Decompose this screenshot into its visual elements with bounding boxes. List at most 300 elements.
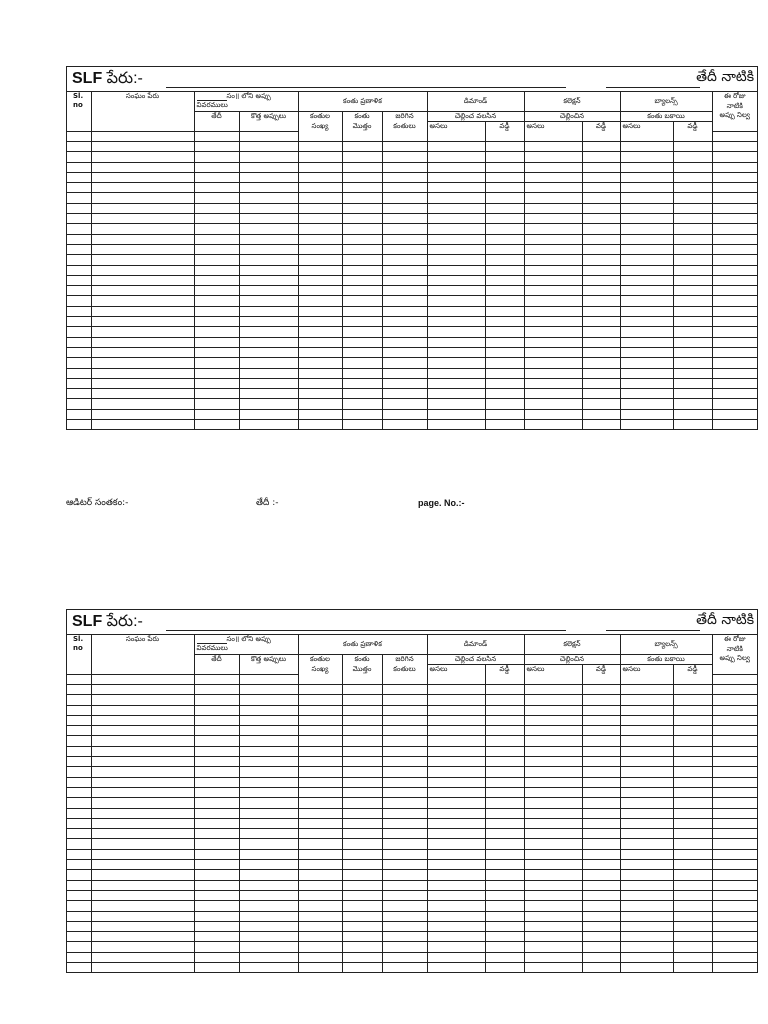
entry-cell[interactable] <box>673 420 712 430</box>
entry-cell[interactable] <box>427 705 485 715</box>
entry-cell[interactable] <box>342 870 382 880</box>
entry-cell[interactable] <box>485 172 524 182</box>
entry-cell[interactable] <box>524 286 582 296</box>
entry-cell[interactable] <box>382 244 427 254</box>
entry-cell[interactable] <box>673 255 712 265</box>
entry-cell[interactable] <box>673 306 712 316</box>
entry-cell[interactable] <box>620 963 673 973</box>
entry-cell[interactable] <box>673 952 712 962</box>
entry-cell[interactable] <box>673 870 712 880</box>
entry-cell[interactable] <box>712 767 757 777</box>
entry-cell[interactable] <box>712 172 757 182</box>
entry-cell[interactable] <box>712 399 757 409</box>
entry-cell[interactable] <box>382 296 427 306</box>
entry-cell[interactable] <box>298 870 342 880</box>
entry-cell[interactable] <box>524 715 582 725</box>
entry-cell[interactable] <box>342 224 382 234</box>
entry-cell[interactable] <box>194 963 239 973</box>
entry-cell[interactable] <box>91 378 194 388</box>
entry-cell[interactable] <box>67 327 91 337</box>
entry-cell[interactable] <box>712 726 757 736</box>
entry-cell[interactable] <box>524 234 582 244</box>
entry-cell[interactable] <box>67 921 91 931</box>
entry-cell[interactable] <box>298 347 342 357</box>
entry-cell[interactable] <box>673 767 712 777</box>
entry-cell[interactable] <box>712 409 757 419</box>
entry-cell[interactable] <box>427 952 485 962</box>
entry-cell[interactable] <box>91 890 194 900</box>
entry-cell[interactable] <box>298 358 342 368</box>
entry-cell[interactable] <box>524 131 582 141</box>
entry-cell[interactable] <box>620 265 673 275</box>
entry-cell[interactable] <box>298 244 342 254</box>
entry-cell[interactable] <box>485 265 524 275</box>
entry-cell[interactable] <box>298 746 342 756</box>
entry-cell[interactable] <box>673 695 712 705</box>
entry-cell[interactable] <box>67 767 91 777</box>
entry-cell[interactable] <box>298 152 342 162</box>
entry-cell[interactable] <box>427 921 485 931</box>
entry-cell[interactable] <box>342 767 382 777</box>
entry-cell[interactable] <box>194 839 239 849</box>
entry-cell[interactable] <box>620 818 673 828</box>
entry-cell[interactable] <box>91 705 194 715</box>
entry-cell[interactable] <box>582 131 620 141</box>
entry-cell[interactable] <box>485 787 524 797</box>
entry-cell[interactable] <box>382 327 427 337</box>
entry-cell[interactable] <box>91 347 194 357</box>
entry-cell[interactable] <box>582 715 620 725</box>
entry-cell[interactable] <box>239 932 298 942</box>
entry-cell[interactable] <box>673 337 712 347</box>
entry-cell[interactable] <box>427 172 485 182</box>
entry-cell[interactable] <box>485 932 524 942</box>
entry-cell[interactable] <box>712 695 757 705</box>
entry-cell[interactable] <box>382 162 427 172</box>
entry-cell[interactable] <box>673 327 712 337</box>
entry-cell[interactable] <box>382 172 427 182</box>
entry-cell[interactable] <box>485 746 524 756</box>
entry-cell[interactable] <box>239 798 298 808</box>
entry-cell[interactable] <box>485 860 524 870</box>
entry-cell[interactable] <box>582 193 620 203</box>
entry-cell[interactable] <box>427 839 485 849</box>
entry-cell[interactable] <box>91 255 194 265</box>
entry-cell[interactable] <box>620 921 673 931</box>
entry-cell[interactable] <box>342 286 382 296</box>
entry-cell[interactable] <box>712 378 757 388</box>
entry-cell[interactable] <box>342 141 382 151</box>
entry-cell[interactable] <box>673 808 712 818</box>
entry-cell[interactable] <box>91 880 194 890</box>
entry-cell[interactable] <box>524 399 582 409</box>
entry-cell[interactable] <box>67 963 91 973</box>
entry-cell[interactable] <box>67 674 91 684</box>
entry-cell[interactable] <box>620 389 673 399</box>
entry-cell[interactable] <box>524 255 582 265</box>
entry-cell[interactable] <box>239 347 298 357</box>
entry-cell[interactable] <box>194 674 239 684</box>
entry-cell[interactable] <box>382 152 427 162</box>
entry-cell[interactable] <box>485 378 524 388</box>
entry-cell[interactable] <box>239 244 298 254</box>
entry-cell[interactable] <box>67 224 91 234</box>
entry-cell[interactable] <box>620 767 673 777</box>
entry-cell[interactable] <box>712 932 757 942</box>
entry-cell[interactable] <box>91 777 194 787</box>
entry-cell[interactable] <box>582 695 620 705</box>
entry-cell[interactable] <box>342 399 382 409</box>
entry-cell[interactable] <box>620 327 673 337</box>
entry-cell[interactable] <box>712 777 757 787</box>
entry-cell[interactable] <box>194 942 239 952</box>
entry-cell[interactable] <box>298 389 342 399</box>
entry-cell[interactable] <box>239 705 298 715</box>
entry-cell[interactable] <box>485 818 524 828</box>
entry-cell[interactable] <box>194 860 239 870</box>
entry-cell[interactable] <box>427 255 485 265</box>
entry-cell[interactable] <box>298 399 342 409</box>
entry-cell[interactable] <box>620 183 673 193</box>
entry-cell[interactable] <box>673 787 712 797</box>
entry-cell[interactable] <box>91 306 194 316</box>
entry-cell[interactable] <box>524 860 582 870</box>
entry-cell[interactable] <box>673 942 712 952</box>
entry-cell[interactable] <box>239 296 298 306</box>
entry-cell[interactable] <box>620 777 673 787</box>
entry-cell[interactable] <box>91 870 194 880</box>
entry-cell[interactable] <box>382 378 427 388</box>
entry-cell[interactable] <box>91 399 194 409</box>
entry-cell[interactable] <box>382 870 427 880</box>
entry-cell[interactable] <box>298 420 342 430</box>
entry-cell[interactable] <box>582 880 620 890</box>
entry-cell[interactable] <box>67 358 91 368</box>
entry-cell[interactable] <box>91 224 194 234</box>
entry-cell[interactable] <box>342 152 382 162</box>
entry-cell[interactable] <box>427 829 485 839</box>
entry-cell[interactable] <box>582 327 620 337</box>
entry-cell[interactable] <box>427 337 485 347</box>
entry-cell[interactable] <box>342 746 382 756</box>
entry-cell[interactable] <box>298 921 342 931</box>
entry-cell[interactable] <box>524 870 582 880</box>
entry-cell[interactable] <box>67 798 91 808</box>
entry-cell[interactable] <box>427 963 485 973</box>
entry-cell[interactable] <box>712 203 757 213</box>
entry-cell[interactable] <box>427 183 485 193</box>
entry-cell[interactable] <box>298 932 342 942</box>
entry-cell[interactable] <box>298 808 342 818</box>
entry-cell[interactable] <box>524 839 582 849</box>
entry-cell[interactable] <box>91 317 194 327</box>
entry-cell[interactable] <box>712 757 757 767</box>
entry-cell[interactable] <box>673 224 712 234</box>
entry-cell[interactable] <box>582 808 620 818</box>
entry-cell[interactable] <box>485 306 524 316</box>
entry-cell[interactable] <box>239 684 298 694</box>
entry-cell[interactable] <box>239 399 298 409</box>
entry-cell[interactable] <box>194 767 239 777</box>
entry-cell[interactable] <box>239 829 298 839</box>
entry-cell[interactable] <box>298 963 342 973</box>
entry-cell[interactable] <box>382 890 427 900</box>
entry-cell[interactable] <box>673 705 712 715</box>
entry-cell[interactable] <box>582 963 620 973</box>
entry-cell[interactable] <box>485 141 524 151</box>
entry-cell[interactable] <box>485 152 524 162</box>
entry-cell[interactable] <box>485 347 524 357</box>
entry-cell[interactable] <box>582 162 620 172</box>
entry-cell[interactable] <box>620 358 673 368</box>
entry-cell[interactable] <box>342 203 382 213</box>
entry-cell[interactable] <box>194 409 239 419</box>
entry-cell[interactable] <box>524 183 582 193</box>
entry-cell[interactable] <box>67 726 91 736</box>
entry-cell[interactable] <box>67 777 91 787</box>
entry-cell[interactable] <box>239 726 298 736</box>
entry-cell[interactable] <box>673 203 712 213</box>
entry-cell[interactable] <box>485 234 524 244</box>
entry-cell[interactable] <box>239 224 298 234</box>
entry-cell[interactable] <box>524 358 582 368</box>
entry-cell[interactable] <box>712 684 757 694</box>
entry-cell[interactable] <box>239 757 298 767</box>
entry-cell[interactable] <box>194 695 239 705</box>
entry-cell[interactable] <box>194 317 239 327</box>
entry-cell[interactable] <box>91 921 194 931</box>
entry-cell[interactable] <box>712 839 757 849</box>
entry-cell[interactable] <box>620 746 673 756</box>
entry-cell[interactable] <box>382 829 427 839</box>
entry-cell[interactable] <box>298 890 342 900</box>
entry-cell[interactable] <box>673 849 712 859</box>
entry-cell[interactable] <box>239 327 298 337</box>
entry-cell[interactable] <box>342 942 382 952</box>
entry-cell[interactable] <box>582 932 620 942</box>
entry-cell[interactable] <box>67 705 91 715</box>
entry-cell[interactable] <box>342 860 382 870</box>
entry-cell[interactable] <box>91 193 194 203</box>
date-blank-line[interactable] <box>606 630 700 631</box>
entry-cell[interactable] <box>91 286 194 296</box>
entry-cell[interactable] <box>342 172 382 182</box>
entry-cell[interactable] <box>194 234 239 244</box>
entry-cell[interactable] <box>342 849 382 859</box>
entry-cell[interactable] <box>582 389 620 399</box>
entry-cell[interactable] <box>91 839 194 849</box>
entry-cell[interactable] <box>91 141 194 151</box>
entry-cell[interactable] <box>382 214 427 224</box>
entry-cell[interactable] <box>239 890 298 900</box>
entry-cell[interactable] <box>382 399 427 409</box>
entry-cell[interactable] <box>67 695 91 705</box>
entry-cell[interactable] <box>582 921 620 931</box>
entry-cell[interactable] <box>67 839 91 849</box>
entry-cell[interactable] <box>67 203 91 213</box>
entry-cell[interactable] <box>239 193 298 203</box>
entry-cell[interactable] <box>712 265 757 275</box>
entry-cell[interactable] <box>485 684 524 694</box>
entry-cell[interactable] <box>485 420 524 430</box>
entry-cell[interactable] <box>91 963 194 973</box>
entry-cell[interactable] <box>673 798 712 808</box>
entry-cell[interactable] <box>382 409 427 419</box>
entry-cell[interactable] <box>485 244 524 254</box>
entry-cell[interactable] <box>298 880 342 890</box>
entry-cell[interactable] <box>620 757 673 767</box>
entry-cell[interactable] <box>673 275 712 285</box>
entry-cell[interactable] <box>194 214 239 224</box>
entry-cell[interactable] <box>194 131 239 141</box>
entry-cell[interactable] <box>485 726 524 736</box>
entry-cell[interactable] <box>91 183 194 193</box>
entry-cell[interactable] <box>620 684 673 694</box>
entry-cell[interactable] <box>485 286 524 296</box>
entry-cell[interactable] <box>298 409 342 419</box>
entry-cell[interactable] <box>427 317 485 327</box>
entry-cell[interactable] <box>673 932 712 942</box>
entry-cell[interactable] <box>582 890 620 900</box>
entry-cell[interactable] <box>91 327 194 337</box>
entry-cell[interactable] <box>620 203 673 213</box>
entry-cell[interactable] <box>427 849 485 859</box>
entry-cell[interactable] <box>582 829 620 839</box>
entry-cell[interactable] <box>194 849 239 859</box>
entry-cell[interactable] <box>485 849 524 859</box>
entry-cell[interactable] <box>524 787 582 797</box>
entry-cell[interactable] <box>382 131 427 141</box>
entry-cell[interactable] <box>582 901 620 911</box>
entry-cell[interactable] <box>427 746 485 756</box>
entry-cell[interactable] <box>485 911 524 921</box>
entry-cell[interactable] <box>382 224 427 234</box>
entry-cell[interactable] <box>239 870 298 880</box>
entry-cell[interactable] <box>712 829 757 839</box>
entry-cell[interactable] <box>342 337 382 347</box>
entry-cell[interactable] <box>298 818 342 828</box>
entry-cell[interactable] <box>582 787 620 797</box>
entry-cell[interactable] <box>673 162 712 172</box>
entry-cell[interactable] <box>712 818 757 828</box>
entry-cell[interactable] <box>67 244 91 254</box>
entry-cell[interactable] <box>712 275 757 285</box>
entry-cell[interactable] <box>239 152 298 162</box>
entry-cell[interactable] <box>485 890 524 900</box>
entry-cell[interactable] <box>239 849 298 859</box>
entry-cell[interactable] <box>194 172 239 182</box>
entry-cell[interactable] <box>524 368 582 378</box>
entry-cell[interactable] <box>342 275 382 285</box>
entry-cell[interactable] <box>298 224 342 234</box>
entry-cell[interactable] <box>582 244 620 254</box>
entry-cell[interactable] <box>342 777 382 787</box>
entry-cell[interactable] <box>485 399 524 409</box>
entry-cell[interactable] <box>582 726 620 736</box>
entry-cell[interactable] <box>524 275 582 285</box>
entry-cell[interactable] <box>298 214 342 224</box>
entry-cell[interactable] <box>582 849 620 859</box>
entry-cell[interactable] <box>673 286 712 296</box>
entry-cell[interactable] <box>298 715 342 725</box>
entry-cell[interactable] <box>342 674 382 684</box>
entry-cell[interactable] <box>582 839 620 849</box>
entry-cell[interactable] <box>67 141 91 151</box>
entry-cell[interactable] <box>194 306 239 316</box>
entry-cell[interactable] <box>620 255 673 265</box>
entry-cell[interactable] <box>712 347 757 357</box>
entry-cell[interactable] <box>673 890 712 900</box>
entry-cell[interactable] <box>712 286 757 296</box>
entry-cell[interactable] <box>194 798 239 808</box>
entry-cell[interactable] <box>239 275 298 285</box>
entry-cell[interactable] <box>582 777 620 787</box>
entry-cell[interactable] <box>485 963 524 973</box>
entry-cell[interactable] <box>239 203 298 213</box>
entry-cell[interactable] <box>298 839 342 849</box>
entry-cell[interactable] <box>620 829 673 839</box>
entry-cell[interactable] <box>620 337 673 347</box>
entry-cell[interactable] <box>524 757 582 767</box>
entry-cell[interactable] <box>239 255 298 265</box>
entry-cell[interactable] <box>342 183 382 193</box>
entry-cell[interactable] <box>194 901 239 911</box>
entry-cell[interactable] <box>673 296 712 306</box>
entry-cell[interactable] <box>67 368 91 378</box>
entry-cell[interactable] <box>582 736 620 746</box>
entry-cell[interactable] <box>67 736 91 746</box>
entry-cell[interactable] <box>524 911 582 921</box>
entry-cell[interactable] <box>239 808 298 818</box>
entry-cell[interactable] <box>239 860 298 870</box>
entry-cell[interactable] <box>194 203 239 213</box>
entry-cell[interactable] <box>194 932 239 942</box>
entry-cell[interactable] <box>298 234 342 244</box>
entry-cell[interactable] <box>620 726 673 736</box>
entry-cell[interactable] <box>485 358 524 368</box>
entry-cell[interactable] <box>382 911 427 921</box>
entry-cell[interactable] <box>194 368 239 378</box>
entry-cell[interactable] <box>91 746 194 756</box>
entry-cell[interactable] <box>524 684 582 694</box>
entry-cell[interactable] <box>620 901 673 911</box>
entry-cell[interactable] <box>342 705 382 715</box>
entry-cell[interactable] <box>342 347 382 357</box>
entry-cell[interactable] <box>524 162 582 172</box>
entry-cell[interactable] <box>342 296 382 306</box>
entry-cell[interactable] <box>582 337 620 347</box>
entry-cell[interactable] <box>382 337 427 347</box>
entry-cell[interactable] <box>485 224 524 234</box>
entry-cell[interactable] <box>582 757 620 767</box>
entry-cell[interactable] <box>342 255 382 265</box>
entry-cell[interactable] <box>427 808 485 818</box>
entry-cell[interactable] <box>91 214 194 224</box>
entry-cell[interactable] <box>427 131 485 141</box>
entry-cell[interactable] <box>382 880 427 890</box>
entry-cell[interactable] <box>67 860 91 870</box>
entry-cell[interactable] <box>298 141 342 151</box>
entry-cell[interactable] <box>342 409 382 419</box>
entry-cell[interactable] <box>582 860 620 870</box>
entry-cell[interactable] <box>67 399 91 409</box>
entry-cell[interactable] <box>673 726 712 736</box>
entry-cell[interactable] <box>239 265 298 275</box>
entry-cell[interactable] <box>298 203 342 213</box>
entry-cell[interactable] <box>382 358 427 368</box>
entry-cell[interactable] <box>485 214 524 224</box>
entry-cell[interactable] <box>382 389 427 399</box>
